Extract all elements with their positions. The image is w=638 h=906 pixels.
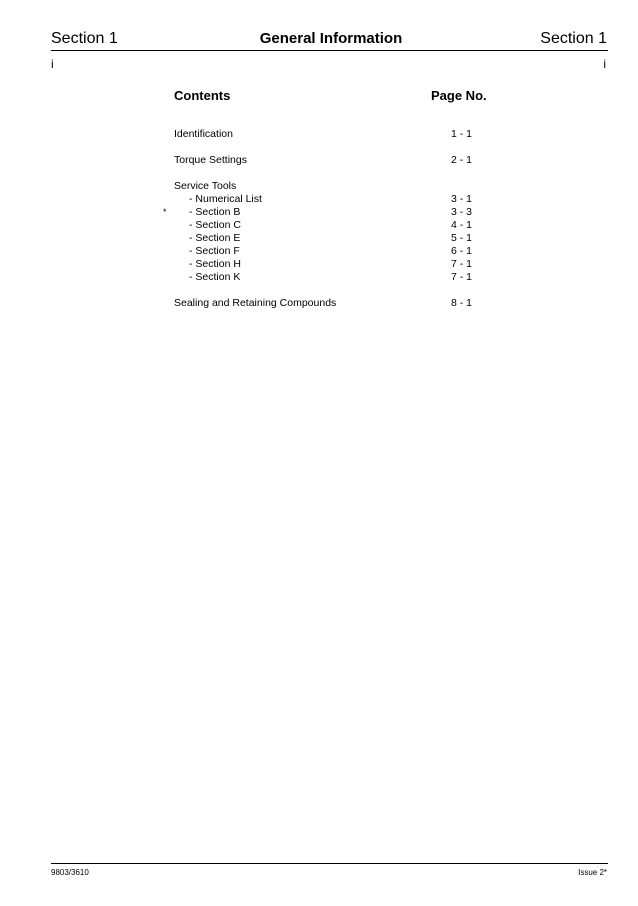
toc-entry-page: 6 - 1 [451, 245, 473, 257]
toc-entry-page: 8 - 1 [451, 297, 473, 309]
toc-entry-page: 1 - 1 [451, 128, 473, 140]
toc-entry-page: 3 - 3 [451, 206, 473, 218]
page-title: General Information [259, 30, 403, 47]
toc-row-section-k[interactable] [0, 271, 638, 284]
toc-entry-label: Service Tools [174, 180, 237, 192]
toc-entry-page: 4 - 1 [451, 219, 473, 231]
header-divider [51, 50, 608, 51]
toc-row-section-e[interactable] [0, 232, 638, 245]
toc-row-numerical-list[interactable] [0, 193, 638, 206]
toc-row-service-tools[interactable] [0, 180, 638, 193]
toc-entry-page: 3 - 1 [451, 193, 473, 205]
toc-entry-page: 2 - 1 [451, 154, 473, 166]
toc-row-section-h[interactable] [0, 258, 638, 271]
toc-entry-label: - Section K [189, 271, 241, 283]
toc-entry-page: 7 - 1 [451, 258, 473, 270]
toc-row-identification[interactable] [0, 128, 638, 141]
toc-row-section-c[interactable] [0, 219, 638, 232]
toc-entry-label: - Numerical List [189, 193, 262, 205]
issue-number: Issue 2* [578, 868, 607, 877]
toc-entry-page: 5 - 1 [451, 232, 473, 244]
document-number: 9803/3610 [51, 868, 89, 877]
toc-entry-label: - Section E [189, 232, 241, 244]
header-section-left: Section 1 [51, 30, 118, 47]
toc-entry-label: Torque Settings [174, 154, 247, 166]
toc-entry-page: 7 - 1 [451, 271, 473, 283]
toc-entry-label: Identification [174, 128, 233, 140]
page-number-right: i [603, 57, 606, 71]
toc-row-section-f[interactable] [0, 245, 638, 258]
toc-row-torque-settings[interactable] [0, 154, 638, 167]
revision-marker: * [163, 207, 167, 217]
toc-entry-label: - Section F [189, 245, 240, 257]
page-number-heading: Page No. [431, 88, 487, 103]
toc-row-sealing-compounds[interactable] [0, 297, 638, 310]
footer-divider [51, 863, 608, 864]
toc-row-section-b[interactable] [0, 206, 638, 219]
page-number-left: i [51, 57, 54, 71]
toc-entry-label: - Section B [189, 206, 241, 218]
toc-entry-label: - Section H [189, 258, 241, 270]
contents-heading: Contents [174, 88, 231, 103]
toc-entry-label: Sealing and Retaining Compounds [174, 297, 337, 309]
header-section-right: Section 1 [540, 30, 607, 47]
toc-entry-label: - Section C [189, 219, 241, 231]
